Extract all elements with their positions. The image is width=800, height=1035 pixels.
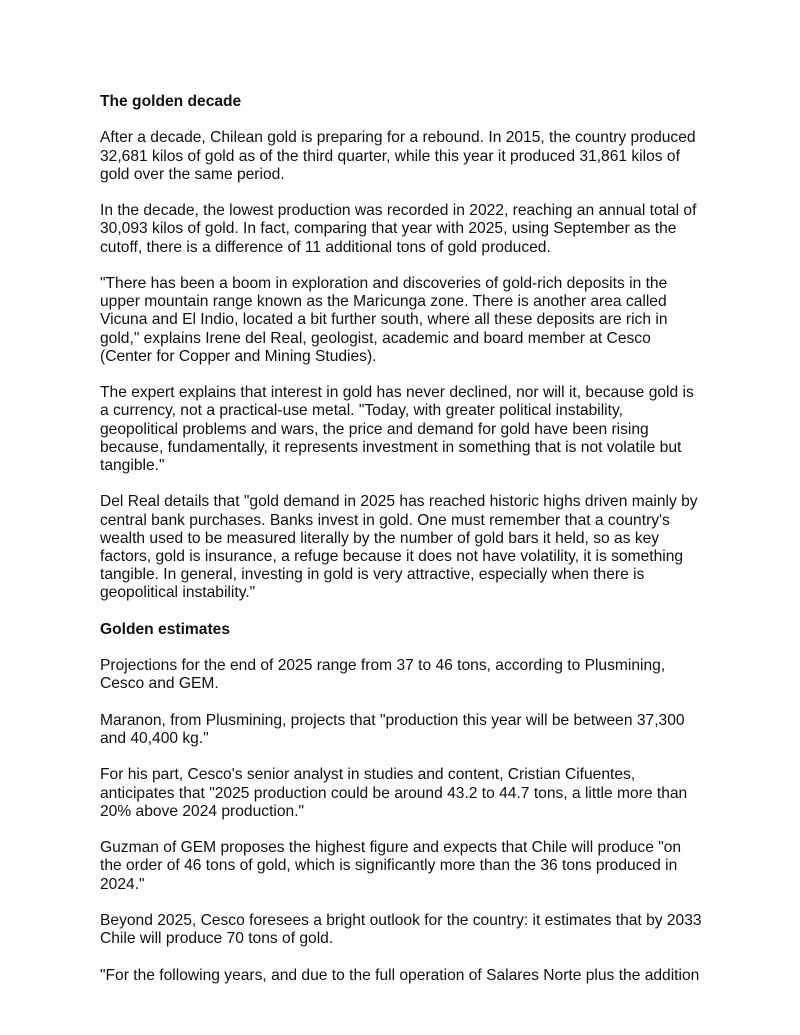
paragraph: "There has been a boom in exploration and discoveries of gold-rich deposits in the upper mountain range known as the Maricunga zone. There is another area called Vicuna and El Indio, located a bit further south, where all these deposits are rich in gold," explains Irene del Real, geologist, academic and board member at Cesco (Center for Copper and Mining Studies).: [100, 274, 668, 365]
paragraph: Guzman of GEM proposes the highest figure and expects that Chile will produce "on the order of 46 tons of gold, which is significantly more than the 36 tons produced in 2024.": [100, 839, 682, 893]
paragraph: "For the following years, and due to the full operation of Salares Norte plus the addition: [100, 966, 700, 984]
paragraph: In the decade, the lowest production was recorded in 2022, reaching an annual total of 30,093 kilos of gold. In fact, comparing that year with 2025, using September as the cutoff, there is a difference of 11 additional tons of gold produced.: [100, 202, 697, 256]
paragraph: After a decade, Chilean gold is preparing for a rebound. In 2015, the country produced 32,681 kilos of gold as of the third quarter, while this year it produced 31,861 kilos of gold over the same period.: [100, 129, 696, 183]
paragraph: For his part, Cesco's senior analyst in studies and content, Cristian Cifuentes, anticipates that "2025 production could be around 43.2 to 44.7 tons, a little more than 20% above 2024 production.": [100, 766, 688, 820]
section-heading-golden-estimates: Golden estimates: [100, 620, 230, 638]
paragraph: Maranon, from Plusmining, projects that "production this year will be between 37,300 and 40,400 kg.": [100, 711, 685, 747]
paragraph: Projections for the end of 2025 range from 37 to 46 tons, according to Plusmining, Cesco and GEM.: [100, 657, 666, 693]
paragraph: Del Real details that "gold demand in 2025 has reached historic highs driven mainly by central bank purchases. Banks invest in gold. One must remember that a country's wealth used to be measured literally by the number of gold bars it held, so as key factors, gold is insurance, a refuge because it does not have volatility, it is something tangible. In general, investing in gold is very attractive, especially when there is geopolitical instability.": [100, 493, 698, 602]
section-heading-golden-decade: The golden decade: [100, 93, 242, 110]
paragraph: The expert explains that interest in gold has never declined, nor will it, because gold is a currency, not a practical-use metal. "Today, with greater political instability, geopolitical problems and wars, the price and demand for gold have been rising because, fundamentally, it represents investment in something that is not volatile but tangible.": [100, 384, 694, 474]
paragraph: Beyond 2025, Cesco foresees a bright outlook for the country: it estimates that by 2033 Chile will produce 70 tons of gold.: [100, 911, 702, 948]
document-page: [100, 93, 705, 1003]
